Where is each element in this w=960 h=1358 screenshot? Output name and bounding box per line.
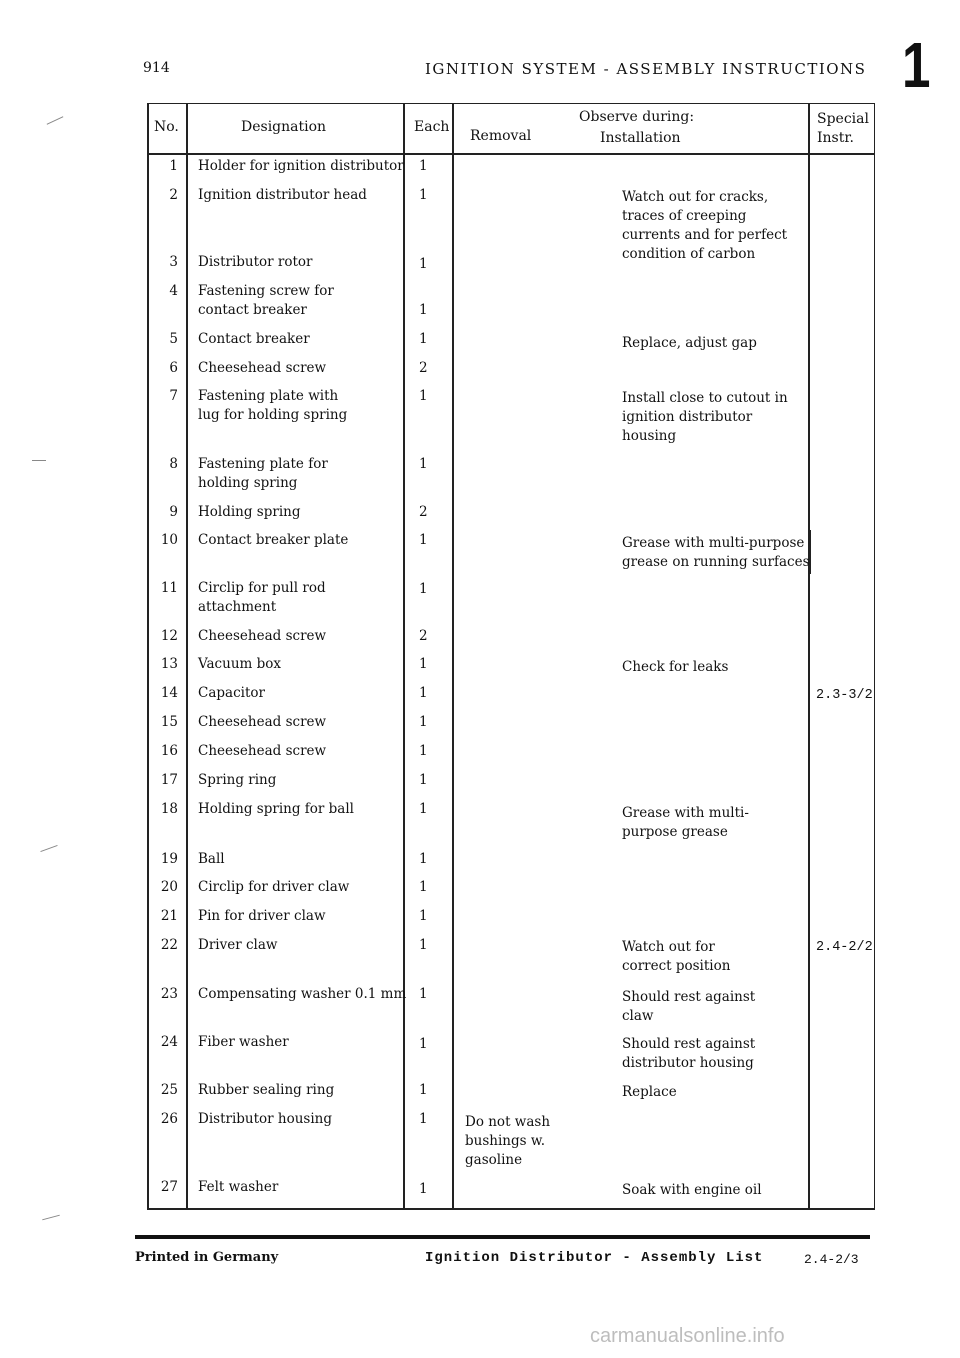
- row-designation: Spring ring: [198, 772, 277, 788]
- row-number: 6: [169, 360, 178, 376]
- column-header-designation: Designation: [241, 119, 327, 135]
- row-designation: Holding spring for ball: [198, 801, 354, 817]
- row-quantity: 2: [419, 504, 428, 520]
- column-rule: [403, 103, 405, 1210]
- row-quantity: 1: [419, 532, 428, 548]
- row-designation: Cheesehead screw: [198, 714, 327, 730]
- watermark: carmanualsonline.info: [590, 1325, 785, 1347]
- row-quantity: 1: [419, 581, 428, 597]
- row-designation: Compensating washer 0.1 mm: [198, 986, 407, 1002]
- row-installation-note: Replace: [622, 1084, 677, 1100]
- row-number: 9: [169, 504, 178, 520]
- row-designation: Fastening plate with lug for holding spring: [198, 388, 348, 423]
- page-number: 914: [143, 60, 170, 76]
- row-number: 27: [160, 1179, 178, 1195]
- column-header-no: No.: [154, 119, 179, 135]
- note-bracket: [810, 530, 811, 574]
- row-quantity: 1: [419, 714, 428, 730]
- row-quantity: 2: [419, 360, 428, 376]
- row-designation: Distributor housing: [198, 1111, 332, 1127]
- row-installation-note: Watch out for correct position: [622, 939, 731, 974]
- row-special-instruction: 2.3-3/2: [816, 688, 873, 703]
- row-installation-note: Install close to cutout in ignition distributor housing: [622, 390, 788, 444]
- page-title: IGNITION SYSTEM - ASSEMBLY INSTRUCTIONS: [425, 60, 867, 78]
- row-quantity: 1: [419, 187, 428, 203]
- row-number: 5: [169, 331, 178, 347]
- row-designation: Holder for ignition distributor: [198, 158, 404, 174]
- footer-title: Ignition Distributor - Assembly List: [425, 1250, 764, 1266]
- row-designation: Circlip for driver claw: [198, 879, 350, 895]
- row-number: 18: [160, 801, 178, 817]
- row-number: 10: [160, 532, 178, 548]
- scan-mark: [32, 460, 46, 461]
- row-designation: Circlip for pull rod attachment: [198, 580, 326, 615]
- row-installation-note: Replace, adjust gap: [622, 335, 757, 351]
- row-designation: Driver claw: [198, 937, 278, 953]
- row-designation: Holding spring: [198, 504, 301, 520]
- row-installation-note: Should rest against distributor housing: [622, 1036, 756, 1071]
- row-installation-note: Check for leaks: [622, 659, 729, 675]
- row-designation: Cheesehead screw: [198, 743, 327, 759]
- row-number: 21: [160, 908, 178, 924]
- row-quantity: 1: [419, 1181, 428, 1197]
- row-number: 1: [169, 158, 178, 174]
- row-designation: Felt washer: [198, 1179, 279, 1195]
- row-number: 2: [169, 187, 178, 203]
- column-header-special: Special Instr.: [817, 111, 869, 146]
- column-rule: [808, 103, 810, 1210]
- row-quantity: 1: [419, 743, 428, 759]
- row-number: 22: [160, 937, 178, 953]
- row-quantity: 1: [419, 656, 428, 672]
- column-header-observe: Observe during:: [579, 109, 695, 125]
- row-designation: Ball: [198, 851, 225, 867]
- row-installation-note: Grease with multi-purpose grease on running surfaces: [622, 535, 810, 570]
- column-rule: [452, 103, 454, 1210]
- row-number: 23: [160, 986, 178, 1002]
- row-number: 14: [160, 685, 178, 701]
- column-header-removal: Removal: [470, 128, 532, 144]
- row-designation: Contact breaker plate: [198, 532, 349, 548]
- row-quantity: 2: [419, 628, 428, 644]
- column-rule: [186, 103, 188, 1210]
- row-quantity: 1: [419, 801, 428, 817]
- row-designation: Fastening screw for contact breaker: [198, 283, 334, 318]
- row-quantity: 1: [419, 158, 428, 174]
- row-quantity: 1: [419, 1036, 428, 1052]
- column-header-each: Each: [414, 119, 450, 135]
- row-number: 12: [160, 628, 178, 644]
- row-quantity: 1: [419, 772, 428, 788]
- row-designation: Fiber washer: [198, 1034, 289, 1050]
- row-number: 25: [160, 1082, 178, 1098]
- row-number: 3: [169, 254, 178, 270]
- row-designation: Cheesehead screw: [198, 628, 327, 644]
- row-number: 15: [160, 714, 178, 730]
- row-installation-note: Should rest against claw: [622, 989, 756, 1024]
- row-designation: Rubber sealing ring: [198, 1082, 335, 1098]
- row-designation: Ignition distributor head: [198, 187, 367, 203]
- row-number: 7: [169, 388, 178, 404]
- row-number: 8: [169, 456, 178, 472]
- row-designation: Cheesehead screw: [198, 360, 327, 376]
- row-designation: Pin for driver claw: [198, 908, 326, 924]
- row-installation-note: Watch out for cracks, traces of creeping currents and for perfect condition of carbon: [622, 189, 788, 262]
- scan-mark: [42, 1215, 60, 1221]
- footer-code: 2.4-2/3: [804, 1252, 859, 1267]
- row-installation-note: Soak with engine oil: [622, 1182, 762, 1198]
- row-quantity: 1: [419, 331, 428, 347]
- row-quantity: 1: [419, 851, 428, 867]
- row-quantity: 1: [419, 1082, 428, 1098]
- row-quantity: 1: [419, 388, 428, 404]
- footer-rule: [135, 1235, 870, 1239]
- printed-in-germany: Printed in Germany: [135, 1250, 279, 1265]
- row-quantity: 1: [419, 908, 428, 924]
- row-number: 26: [160, 1111, 178, 1127]
- row-designation: Contact breaker: [198, 331, 310, 347]
- row-number: 20: [160, 879, 178, 895]
- scan-mark: [47, 116, 64, 125]
- row-removal-note: Do not wash bushings w. gasoline: [465, 1114, 551, 1168]
- table-top-rule: [147, 103, 875, 104]
- row-designation: Capacitor: [198, 685, 265, 701]
- column-header-installation: Installation: [600, 130, 681, 146]
- row-number: 19: [160, 851, 178, 867]
- row-designation: Distributor rotor: [198, 254, 313, 270]
- row-quantity: 1: [419, 685, 428, 701]
- row-number: 13: [160, 656, 178, 672]
- row-quantity: 1: [419, 456, 428, 472]
- row-quantity: 1: [419, 986, 428, 1002]
- row-special-instruction: 2.4-2/2: [816, 940, 873, 955]
- table-header-rule: [147, 153, 875, 155]
- row-quantity: 1: [419, 256, 428, 272]
- row-number: 4: [169, 283, 178, 299]
- row-number: 24: [160, 1034, 178, 1050]
- row-quantity: 1: [419, 879, 428, 895]
- scan-mark: [40, 845, 57, 852]
- section-number: 1: [902, 29, 931, 101]
- row-number: 17: [160, 772, 178, 788]
- row-number: 16: [160, 743, 178, 759]
- row-quantity: 1: [419, 302, 428, 318]
- row-quantity: 1: [419, 937, 428, 953]
- row-designation: Vacuum box: [198, 656, 281, 672]
- row-installation-note: Grease with multi- purpose grease: [622, 805, 749, 840]
- row-number: 11: [160, 580, 178, 596]
- row-quantity: 1: [419, 1111, 428, 1127]
- row-designation: Fastening plate for holding spring: [198, 456, 328, 491]
